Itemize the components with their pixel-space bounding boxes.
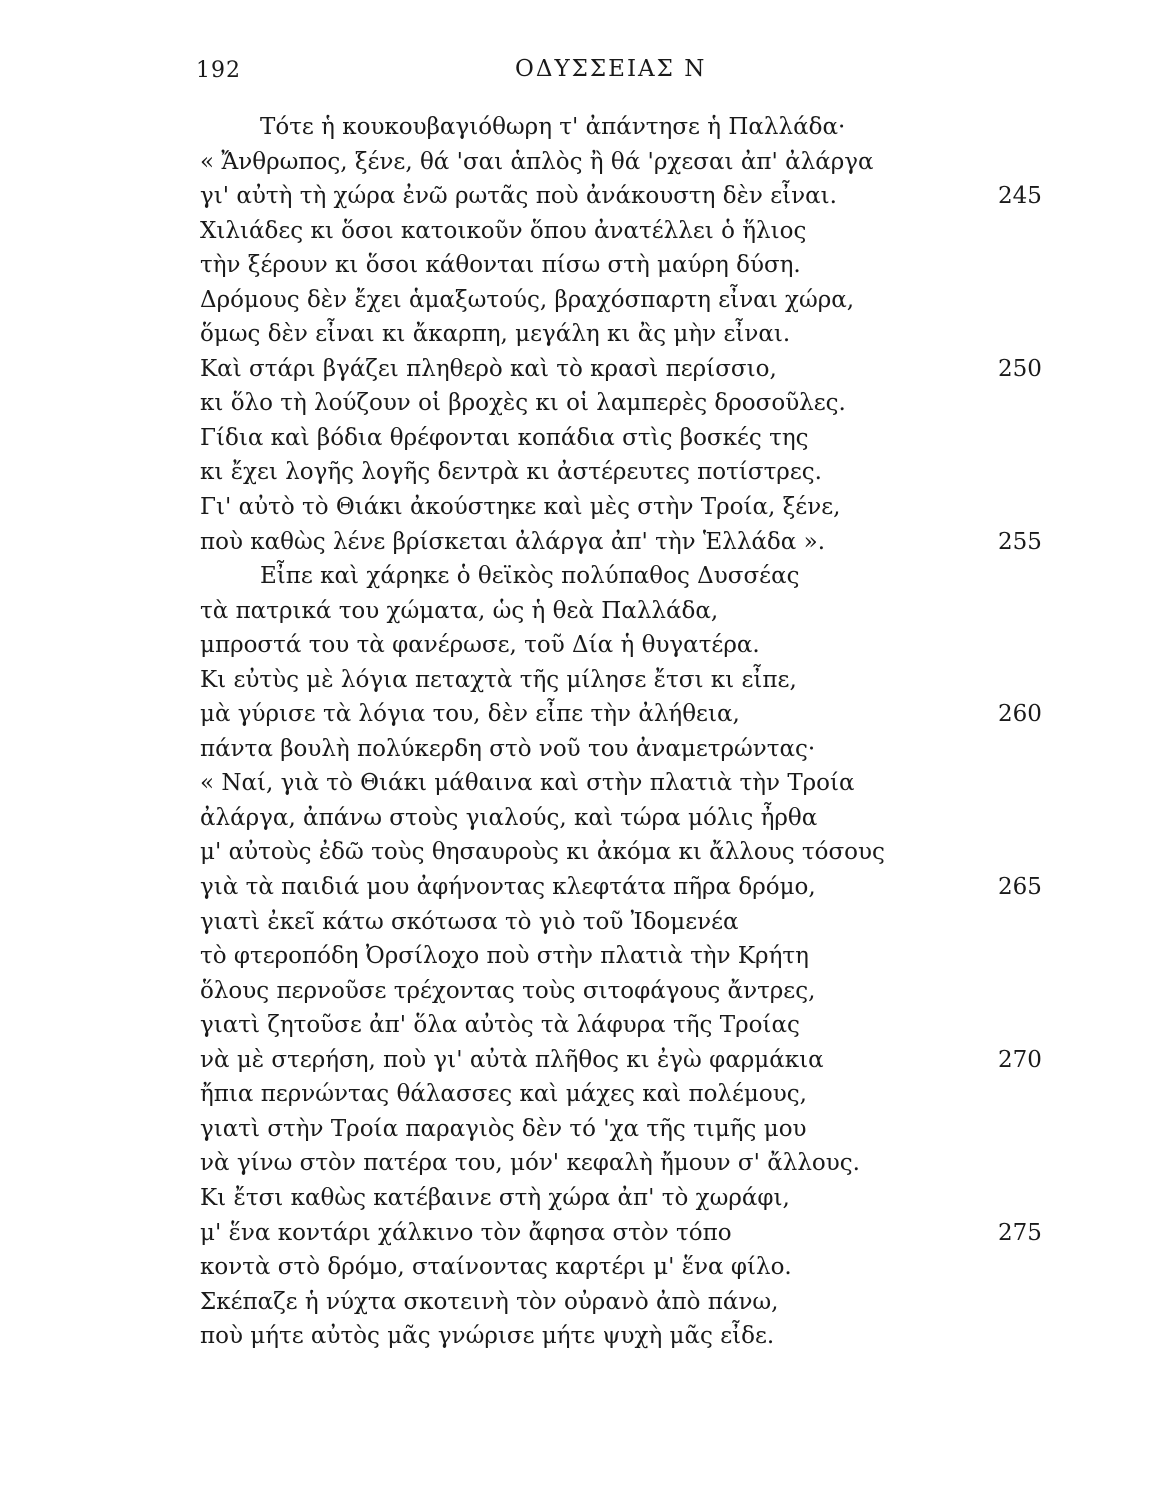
verse-line: [200, 1216, 1080, 1251]
verse-line: [200, 835, 1080, 870]
line-number: 270: [998, 1046, 1042, 1073]
verse-line: [200, 1181, 1080, 1216]
verse-text: πάντα βουλὴ πολύκερδη στὸ νοῦ του ἀναμετρώντας·: [200, 735, 816, 762]
verse-line: [200, 179, 1080, 214]
verse-line: [200, 421, 1080, 456]
line-number: 260: [998, 701, 1042, 728]
verse-text: « Ναί, γιὰ τὸ Θιάκι μάθαινα καὶ στὴν πλατιὰ τὴν Τροία: [200, 770, 855, 797]
verse-text: Σκέπαζε ἡ νύχτα σκοτεινὴ τὸν οὐρανὸ ἀπὸ πάνω,: [200, 1288, 779, 1315]
verse-text: κοντὰ στὸ δρόμο, σταίνοντας καρτέρι μ' ἕνα φίλο.: [200, 1254, 792, 1281]
verse-line: [200, 1250, 1080, 1285]
verse-text: Καὶ στάρι βγάζει πληθερὸ καὶ τὸ κρασὶ περίσσιο,: [200, 355, 777, 382]
verse-text: Χιλιάδες κι ὅσοι κατοικοῦν ὅπου ἀνατέλλει ὁ ἥλιος: [200, 217, 807, 244]
line-number: 245: [998, 183, 1042, 210]
verse-line: [200, 455, 1080, 490]
verse-text: Εἶπε καὶ χάρηκε ὁ θεϊκὸς πολύπαθος Δυσσέας: [260, 563, 800, 590]
verse-line: [200, 283, 1080, 318]
verse-line: [200, 870, 1080, 905]
verse-line: [200, 1319, 1080, 1354]
verse-line: [200, 1285, 1080, 1320]
verse-line: [200, 801, 1080, 836]
verse-line: [200, 559, 1080, 594]
verse-line: [200, 1077, 1080, 1112]
verse-text: κι ὅλο τὴ λούζουν οἱ βροχὲς κι οἱ λαμπερὲς δροσοῦλες.: [200, 390, 846, 417]
verse-text: μπροστά του τὰ φανέρωσε, τοῦ Δία ἡ θυγατέρα.: [200, 632, 760, 659]
verse-text: ἀλάργα, ἀπάνω στοὺς γιαλούς, καὶ τώρα μόλις ἦρθα: [200, 804, 818, 831]
verse-text: ὅμως δὲν εἶναι κι ἄκαρπη, μεγάλη κι ἂς μὴν εἶναι.: [200, 321, 791, 348]
verse-text: ἤπια περνώντας θάλασσες καὶ μάχες καὶ πολέμους,: [200, 1081, 807, 1108]
verse-text: μὰ γύρισε τὰ λόγια του, δὲν εἶπε τὴν ἀλήθεια,: [200, 701, 740, 728]
verse-line: [200, 317, 1080, 352]
verse-text: Δρόμους δὲν ἔχει ἁμαξωτούς, βραχόσπαρτη εἶναι χώρα,: [200, 286, 855, 313]
verse-line: [200, 766, 1080, 801]
verse-text: ὅλους περνοῦσε τρέχοντας τοὺς σιτοφάγους ἄντρες,: [200, 977, 816, 1004]
verse-line: [200, 386, 1080, 421]
line-number: 250: [998, 355, 1042, 382]
verse-line: [200, 594, 1080, 629]
verse-text: « Ἄνθρωπος, ξένε, θά 'σαι ἁπλὸς ἢ θά 'ρχεσαι ἀπ' ἀλάργα: [200, 148, 874, 175]
verse-line: [200, 110, 1080, 145]
verse-line: [200, 974, 1080, 1009]
verse-text: μ' αὐτοὺς ἐδῶ τοὺς θησαυροὺς κι ἀκόμα κι ἄλλους τόσους: [200, 839, 885, 866]
verse-line: [200, 248, 1080, 283]
verse-line: [200, 352, 1080, 387]
verse-text: Γι' αὐτὸ τὸ Θιάκι ἀκούστηκε καὶ μὲς στὴν Τροία, ξένε,: [200, 494, 841, 521]
verse-block: [200, 110, 1080, 1354]
page-number: 192: [196, 58, 241, 83]
verse-text: Γίδια καὶ βόδια θρέφονται κοπάδια στὶς βοσκές της: [200, 424, 809, 451]
verse-line: [200, 905, 1080, 940]
verse-line: [200, 490, 1080, 525]
verse-line: [200, 939, 1080, 974]
verse-line: [200, 697, 1080, 732]
verse-line: [200, 214, 1080, 249]
verse-line: [200, 1146, 1080, 1181]
verse-text: κι ἔχει λογῆς λογῆς δεντρὰ κι ἀστέρευτες ποτίστρες.: [200, 459, 822, 486]
line-number: 255: [998, 528, 1042, 555]
verse-text: ποὺ καθὼς λένε βρίσκεται ἀλάργα ἀπ' τὴν Ἑλλάδα ».: [200, 528, 826, 555]
verse-text: μ' ἕνα κοντάρι χάλκινο τὸν ἄφησα στὸν τόπο: [200, 1219, 732, 1246]
verse-text: Κι ἔτσι καθὼς κατέβαινε στὴ χώρα ἀπ' τὸ χωράφι,: [200, 1184, 790, 1211]
verse-text: ποὺ μήτε αὐτὸς μᾶς γνώρισε μήτε ψυχὴ μᾶς εἶδε.: [200, 1323, 775, 1350]
verse-line: [200, 145, 1080, 180]
verse-text: νὰ μὲ στερήση, ποὺ γι' αὐτὰ πλῆθος κι ἐγὼ φαρμάκια: [200, 1046, 824, 1073]
verse-text: Κι εὐτὺς μὲ λόγια πεταχτὰ τῆς μίλησε ἔτσι κι εἶπε,: [200, 666, 797, 693]
verse-text: γιατὶ ἐκεῖ κάτω σκότωσα τὸ γιὸ τοῦ Ἰδομενέα: [200, 908, 739, 935]
verse-text: τὰ πατρικά του χώματα, ὡς ἡ θεὰ Παλλάδα,: [200, 597, 719, 624]
verse-text: γι' αὐτὴ τὴ χώρα ἐνῶ ρωτᾶς ποὺ ἀνάκουστη δὲν εἶναι.: [200, 183, 837, 210]
verse-line: [200, 663, 1080, 698]
verse-line: [200, 1112, 1080, 1147]
verse-line: [200, 1043, 1080, 1078]
line-number: 265: [998, 874, 1042, 901]
verse-text: τὸ φτεροπόδη Ὀρσίλοχο ποὺ στὴν πλατιὰ τὴν Κρήτη: [200, 943, 809, 970]
verse-line: [200, 732, 1080, 767]
verse-text: γιατὶ ζητοῦσε ἀπ' ὅλα αὐτὸς τὰ λάφυρα τῆς Τροίας: [200, 1012, 800, 1039]
line-number: 275: [998, 1219, 1042, 1246]
verse-text: Τότε ἡ κουκουβαγιόθωρη τ' ἀπάντησε ἡ Παλλάδα·: [260, 114, 846, 140]
verse-line: [200, 628, 1080, 663]
verse-text: νὰ γίνω στὸν πατέρα του, μόν' κεφαλὴ ἤμουν σ' ἄλλους.: [200, 1150, 860, 1177]
verse-text: τὴν ξέρουν κι ὅσοι κάθονται πίσω στὴ μαύρη δύση.: [200, 252, 801, 279]
verse-line: [200, 525, 1080, 560]
running-title: ΟΔΥΣΣΕΙΑΣ Ν: [515, 56, 707, 82]
verse-text: γιατὶ στὴν Τροία παραγιὸς δὲν τό 'χα τῆς τιμῆς μου: [200, 1115, 807, 1142]
verse-text: γιὰ τὰ παιδιά μου ἀφήνοντας κλεφτάτα πῆρα δρόμο,: [200, 874, 816, 901]
verse-line: [200, 1008, 1080, 1043]
